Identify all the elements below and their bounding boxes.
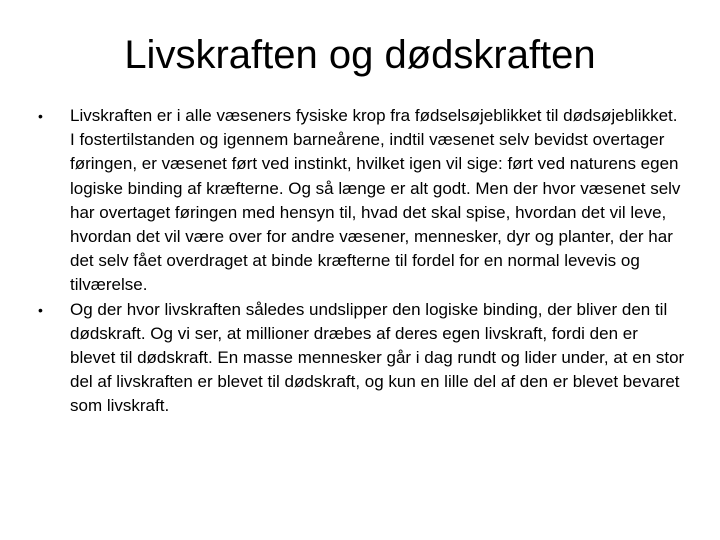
bullet-dot-icon: • — [38, 108, 43, 124]
bullet-text: Livskraften er i alle væseners fysiske krop fra fødselsøjeblikket til dødsøjeblikket. I fostertilstanden og igennem barneårene, indtil væsenet selv bevidst overtager føringen, er væsenet ført ved instinkt, hvilket igen vil sige: ført ved naturens egen logiske binding af kræfterne. Og så længe er alt godt. Men der hvor væsenet selv har overtaget føringen med hensyn til, hvad det skal spise, hvordan det vil leve, hvordan det vil være over for andre væsener, mennesker, dyr og planter, der har det selv fået overdraget at binde kræfterne til fordel for en normal levevis og tilværelse. — [70, 106, 681, 295]
bullet-item — [34, 104, 686, 298]
slide-title: Livskraften og dødskraften — [124, 33, 596, 77]
bullet-text: Og der hvor livskraften således undslipper den logiske binding, der bliver den til dødskraft. Og vi ser, at millioner dræbes af deres egen livskraft, fordi den er blevet til dødskraft. En masse mennesker går i dag rundt og lider under, at en stor del af livskraften er blevet til dødskraft, og kun en lille del af den er blevet bevaret som livskraft. — [70, 299, 685, 416]
bullet-item — [34, 298, 686, 419]
bullet-list — [34, 104, 686, 419]
bullet-dot-icon: • — [38, 301, 43, 318]
